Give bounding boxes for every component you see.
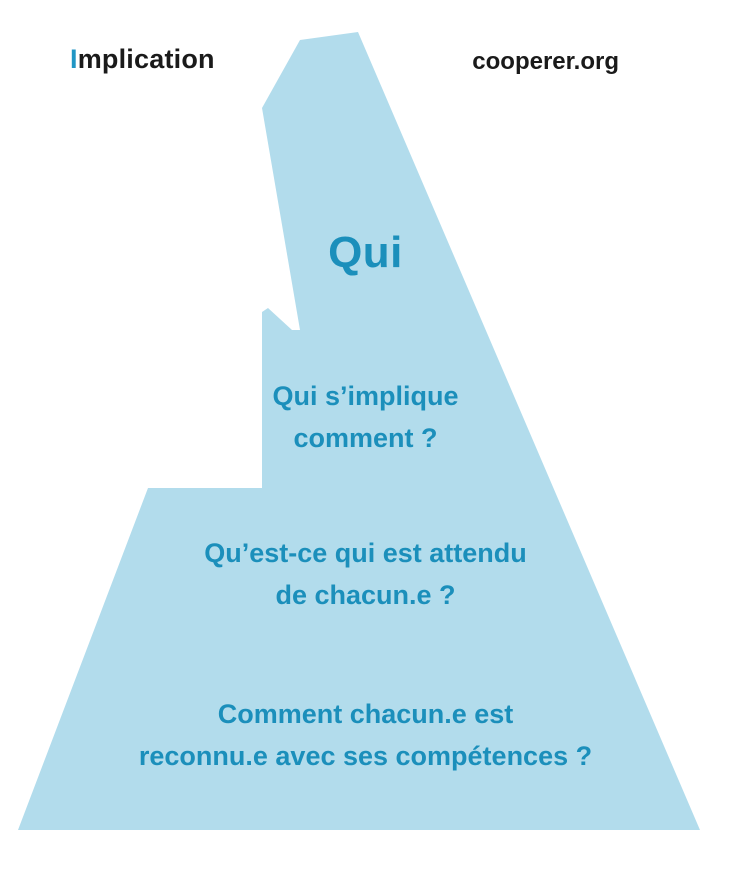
question-2-line-1: Qu’est-ce qui est attendu — [204, 538, 527, 568]
question-1-line-2: comment ? — [293, 422, 438, 453]
header-site-label: cooperer.org — [472, 48, 619, 75]
question-3-line-2: reconnu.e avec ses compétences ? — [138, 740, 593, 771]
header-title-rest: mplication — [77, 44, 215, 74]
question-item-3 — [0, 694, 731, 778]
question-2-line-2: de chacun.e ? — [275, 579, 456, 610]
question-1-line-1: Qui s’implique — [272, 381, 459, 411]
header-title-accent-letter: I — [70, 44, 78, 74]
question-item-1 — [0, 376, 731, 460]
question-item-2 — [0, 533, 731, 617]
diagram-title: Qui — [328, 228, 403, 277]
question-3-line-1: Comment chacun.e est — [217, 699, 514, 729]
